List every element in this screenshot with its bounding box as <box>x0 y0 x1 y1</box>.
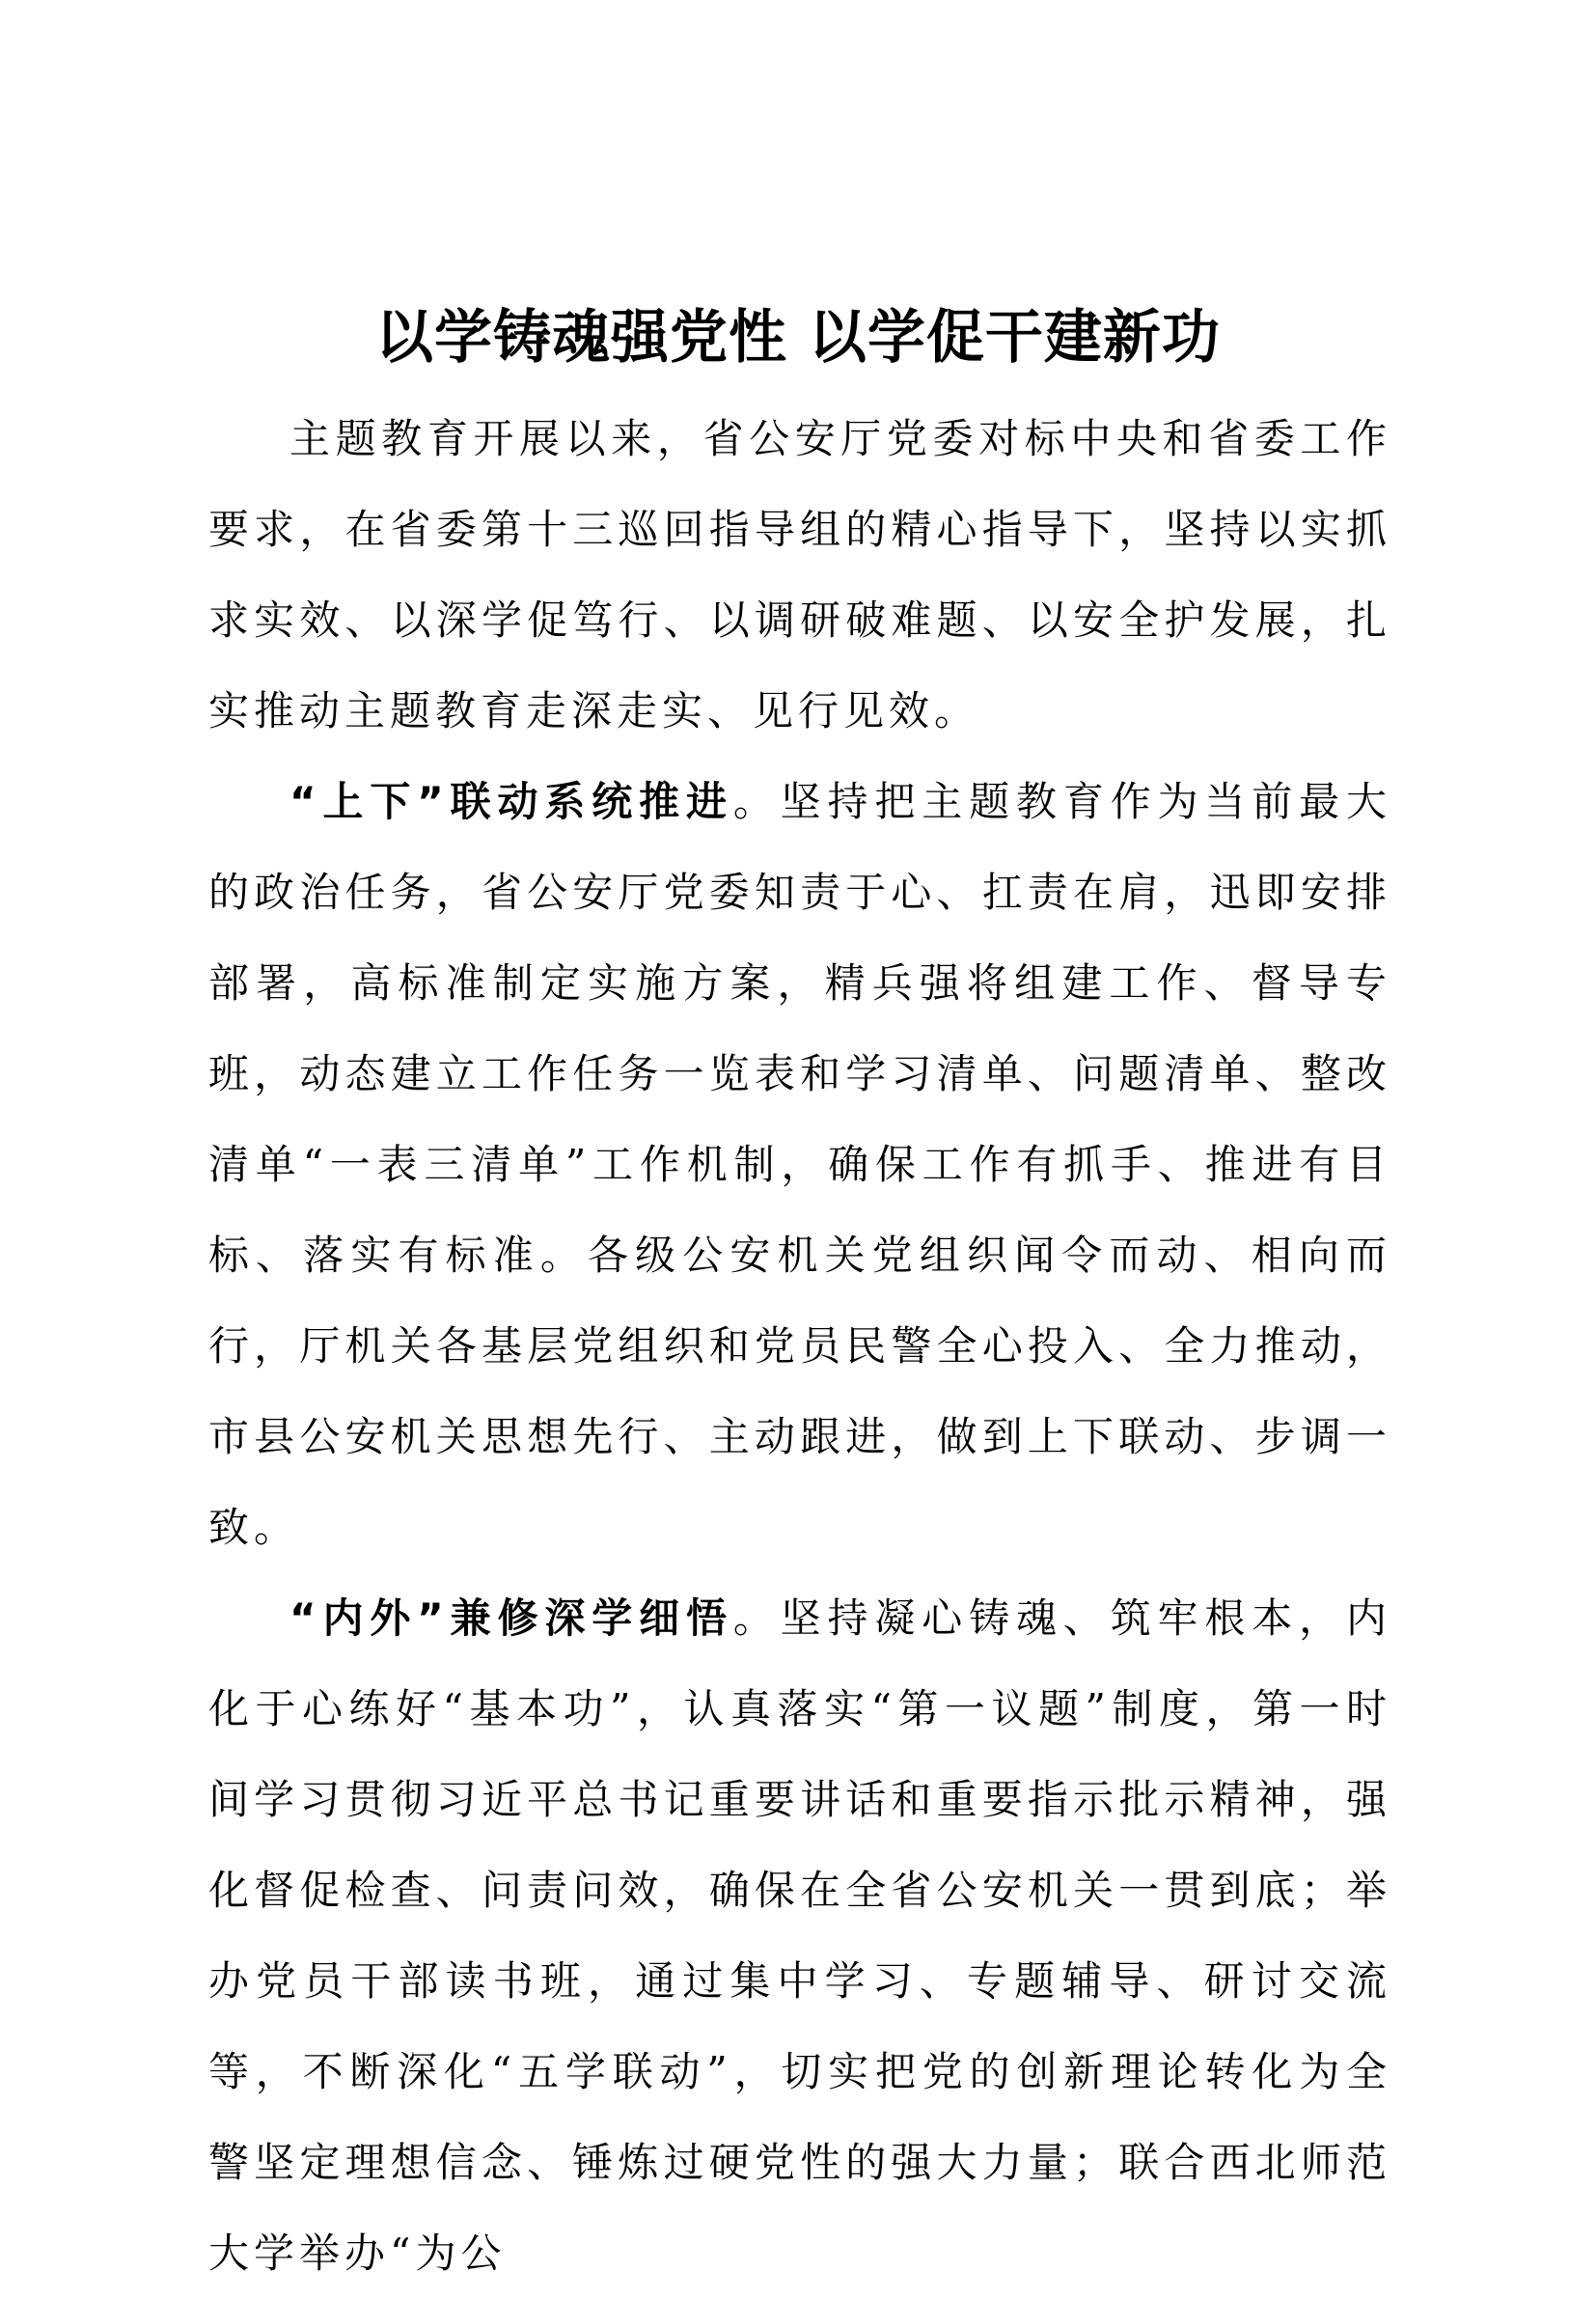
body-text <box>208 394 1391 2299</box>
paragraph-study-heading: “内外”兼修深学细悟 <box>289 1594 733 1642</box>
paragraph-linkage <box>208 757 1391 1573</box>
paragraph-linkage-heading: “上下”联动系统推进 <box>289 778 733 825</box>
paragraph-study-text: 。坚持凝心铸魂、筑牢根本，内化于心练好“基本功”，认真落实“第一议题”制度，第一时间学习贯彻习近平总书记重要讲话和重要指示批示精神，强化督促检查、问责问效，确保在全省公安机关一贯到底；举办党员干部读书班，通过集中学习、专题辅导、研讨交流等，不断深化“五学联动”，切实把党的创新理论转化为全警坚定理想信念、锤炼过硬党性的强大力量；联合西北师范大学举办“为公 <box>208 1594 1391 2277</box>
paragraph-linkage-text: 。坚持把主题教育作为当前最大的政治任务，省公安厅党委知责于心、扛责在肩，迅即安排部署，高标准制定实施方案，精兵强将组建工作、督导专班，动态建立工作任务一览表和学习清单、问题清单、整改清单“一表三清单”工作机制，确保工作有抓手、推进有目标、落实有标准。各级公安机关党组织闻令而动、相向而行，厅机关各基层党组织和党员民警全心投入、全力推动，市县公安机关思想先行、主动跟进，做到上下联动、步调一致。 <box>208 778 1391 1551</box>
paragraph-intro-text: 主题教育开展以来，省公安厅党委对标中央和省委工作要求，在省委第十三巡回指导组的精心指导下，坚持以实抓求实效、以深学促笃行、以调研破难题、以安全护发展，扎实推动主题教育走深走实、见行见效。 <box>208 415 1391 734</box>
page-title: 以学铸魂强党性 以学促干建新功 <box>375 304 1221 372</box>
paragraph-intro <box>208 394 1391 757</box>
paragraph-study <box>208 1573 1391 2299</box>
